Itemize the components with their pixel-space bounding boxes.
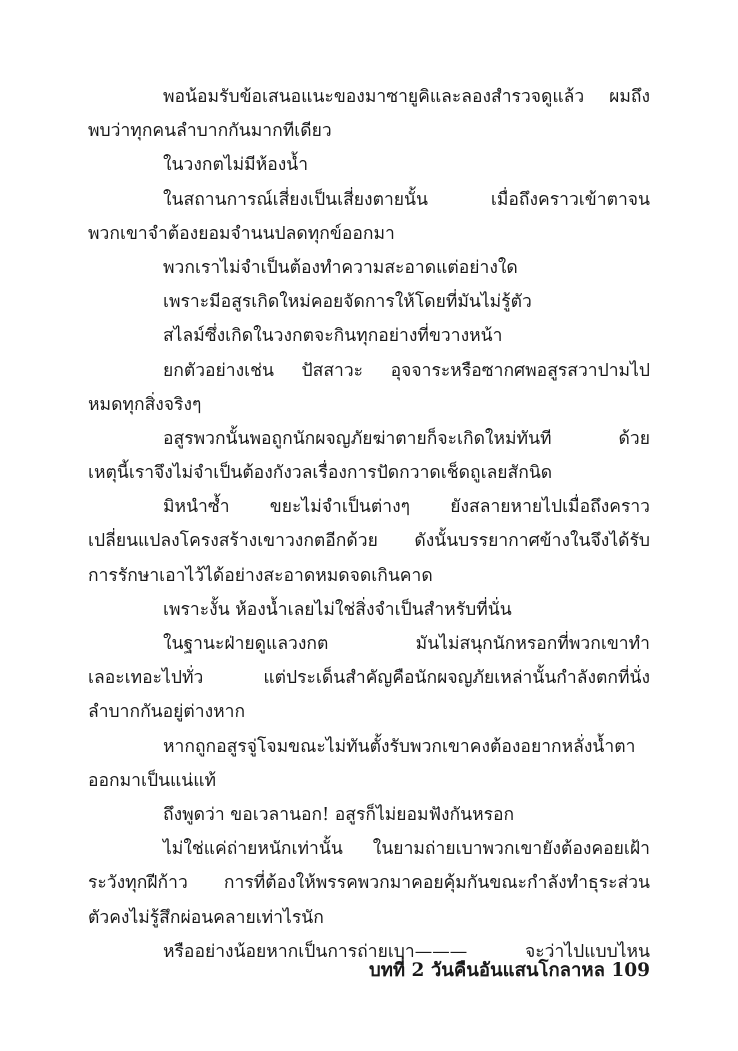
- text-line: ไม่ใช่แค่ถ่ายหนักเท่านั้น ในยามถ่ายเบาพวกเขายังต้องคอยเฝ้า: [163, 839, 650, 860]
- text-line: เพราะมีอสูรเกิดใหม่คอยจัดการให้โดยที่มันไม่รู้ตัว: [163, 292, 532, 313]
- text-line: ในฐานะฝ่ายดูแลวงกต มันไม่สนุกนักหรอกที่พวกเขาทำ: [163, 634, 650, 654]
- text-line: พวกเขาจำต้องยอมจำนนปลดทุกข์ออกมา: [88, 223, 395, 244]
- text-line: ถึงพูดว่า ขอเวลานอก! อสูรก็ไม่ยอมฟังกันหรอก: [163, 804, 515, 825]
- text-line: มิหนำซ้ำ ขยะไม่จำเป็นต่างๆ ยังสลายหายไปเมื่อถึงคราว: [163, 497, 650, 518]
- text-line: ลำบากกันอยู่ต่างหาก: [88, 702, 246, 723]
- text-line: หมดทุกสิ่งจริงๆ: [88, 394, 202, 415]
- text-line: สไลม์ซึ่งเกิดในวงกตจะกินทุกอย่างที่ขวางหน้า: [163, 326, 503, 347]
- text-line: ระวังทุกฝีก้าว การที่ต้องให้พรรคพวกมาคอยคุ้มกันขณะกำลังทำธุระส่วน: [88, 873, 650, 894]
- text-line: หากถูกอสูรจู่โจมขณะไม่ทันตั้งรับพวกเขาคงต้องอยากหลั่งน้ำตา: [163, 736, 636, 757]
- text-line: เพราะงั้น ห้องน้ำเลยไม่ใช่สิ่งจำเป็นสำหรับที่นั่น: [163, 599, 512, 620]
- text-line: ในสถานการณ์เสี่ยงเป็นเสี่ยงตายนั้น เมื่อถึงคราวเข้าตาจน: [163, 189, 650, 210]
- body-text: [88, 80, 650, 969]
- text-line: การรักษาเอาไว้ได้อย่างสะอาดหมดจดเกินคาด: [88, 565, 433, 586]
- text-line: เปลี่ยนแปลงโครงสร้างเขาวงกตอีกด้วย ดังนั้นบรรยากาศข้างในจึงได้รับ: [88, 531, 650, 552]
- text-line: ตัวคงไม่รู้สึกผ่อนคลายเท่าไรนัก: [88, 907, 324, 928]
- running-footer: บทที่ 2 วันคืนอันแสนโกลาหล 109: [368, 960, 650, 981]
- text-line: ยกตัวอย่างเช่น ปัสสาวะ อุจจาระหรือซากศพอสูรสวาปามไป: [163, 360, 650, 381]
- text-line: พวกเราไม่จำเป็นต้องทำความสะอาดแต่อย่างใด: [163, 257, 518, 278]
- text-line: พอน้อมรับข้อเสนอแนะของมาซายูคิและลองสำรวจดูแล้ว ผมถึง: [163, 87, 650, 107]
- text-line: เหตุนี้เราจึงไม่จำเป็นต้องกังวลเรื่องการปัดกวาดเช็ดถูเลยสักนิด: [88, 463, 553, 484]
- text-line: ในวงกตไม่มีห้องน้ำ: [163, 155, 309, 176]
- text-line: อสูรพวกนั้นพอถูกนักผจญภัยฆ่าตายก็จะเกิดใหม่ทันที ด้วย: [163, 428, 650, 449]
- text-line: พบว่าทุกคนลำบากกันมากทีเดียว: [88, 121, 332, 142]
- text-line: ออกมาเป็นแน่แท้: [88, 770, 217, 791]
- text-line: หรืออย่างน้อยหากเป็นการถ่ายเบา——— จะว่าไปแบบไหน: [163, 941, 650, 962]
- text-line: เลอะเทอะไปทั่ว แต่ประเด็นสำคัญคือนักผจญภัยเหล่านั้นกำลังตกที่นั่ง: [88, 668, 650, 689]
